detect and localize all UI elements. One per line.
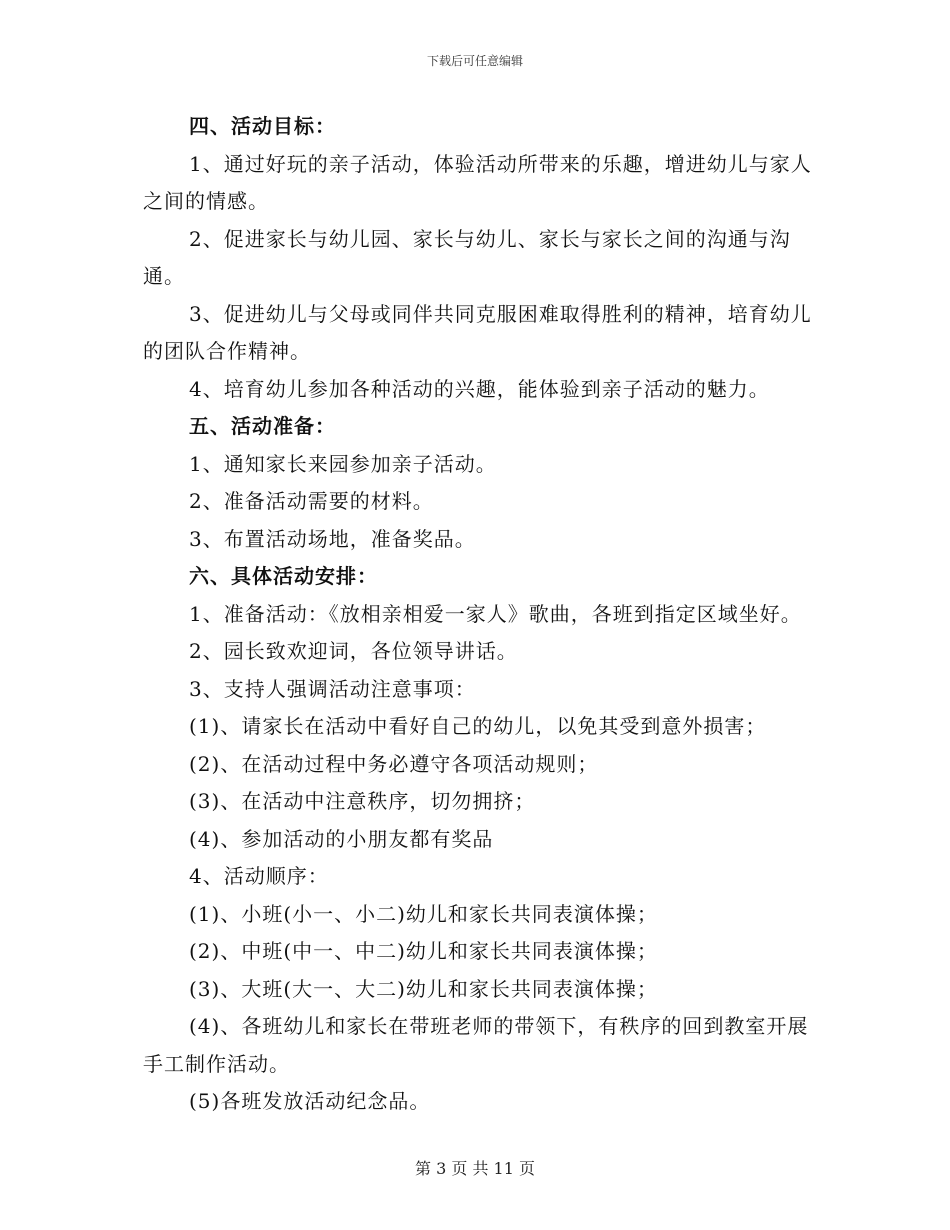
schedule-item-1: 1、准备活动：《放相亲相爱一家人》歌曲，各班到指定区域坐好。 <box>189 601 802 626</box>
goal-item-2: 2、促进家长与幼儿园、家长与幼儿、家长与家长之间的沟通与沟通。 <box>143 226 791 288</box>
goal-item-3: 3、促进幼儿与父母或同伴共同克服困难取得胜利的精神，培育幼儿的团队合作精神。 <box>143 301 812 363</box>
prep-item-3: 3、布置活动场地，准备奖品。 <box>189 526 476 551</box>
goal-item-4: 4、培育幼儿参加各种活动的兴趣，能体验到亲子活动的魅力。 <box>189 376 770 401</box>
schedule-subitem-3-4: (4)、参加活动的小朋友都有奖品 <box>189 826 494 851</box>
schedule-subitem-4-2: (2)、中班(中一、中二)幼儿和家长共同表演体操； <box>189 939 658 963</box>
page-header-note: 下载后可任意编辑 <box>426 54 523 68</box>
schedule-item-3: 3、支持人强调活动注意事项： <box>189 676 476 701</box>
schedule-subitem-4-1: (1)、小班(小一、小二)幼儿和家长共同表演体操； <box>189 901 658 926</box>
schedule-subitem-4-3: (3)、大班(大一、大二)幼儿和家长共同表演体操； <box>189 976 658 1001</box>
schedule-item-4: 4、活动顺序： <box>189 864 329 888</box>
page-number-footer: 第 3 页 共 11 页 <box>415 1159 535 1178</box>
schedule-item-2: 2、园长致欢迎词，各位领导讲话。 <box>189 639 518 663</box>
schedule-subitem-3-3: (3)、在活动中注意秩序，切勿拥挤； <box>189 789 536 813</box>
section-heading-goals: 四、活动目标： <box>189 114 336 138</box>
prep-item-2: 2、准备活动需要的材料。 <box>189 489 434 513</box>
schedule-subitem-4-5: (5)各班发放活动纪念品。 <box>189 1089 431 1113</box>
schedule-subitem-3-1: (1)、请家长在活动中看好自己的幼儿，以免其受到意外损害； <box>189 714 767 738</box>
section-heading-prep: 五、活动准备： <box>189 414 336 438</box>
section-heading-schedule: 六、具体活动安排： <box>189 564 378 588</box>
document-body <box>143 108 815 1121</box>
goal-item-1: 1、通过好玩的亲子活动，体验活动所带来的乐趣，增进幼儿与家人之间的情感。 <box>143 151 812 213</box>
schedule-subitem-3-2: (2)、在活动过程中务必遵守各项活动规则； <box>189 751 599 776</box>
schedule-subitem-4-4: (4)、各班幼儿和家长在带班老师的带领下，有秩序的回到教室开展手工制作活动。 <box>143 1014 809 1076</box>
prep-item-1: 1、通知家长来园参加亲子活动。 <box>189 451 497 476</box>
